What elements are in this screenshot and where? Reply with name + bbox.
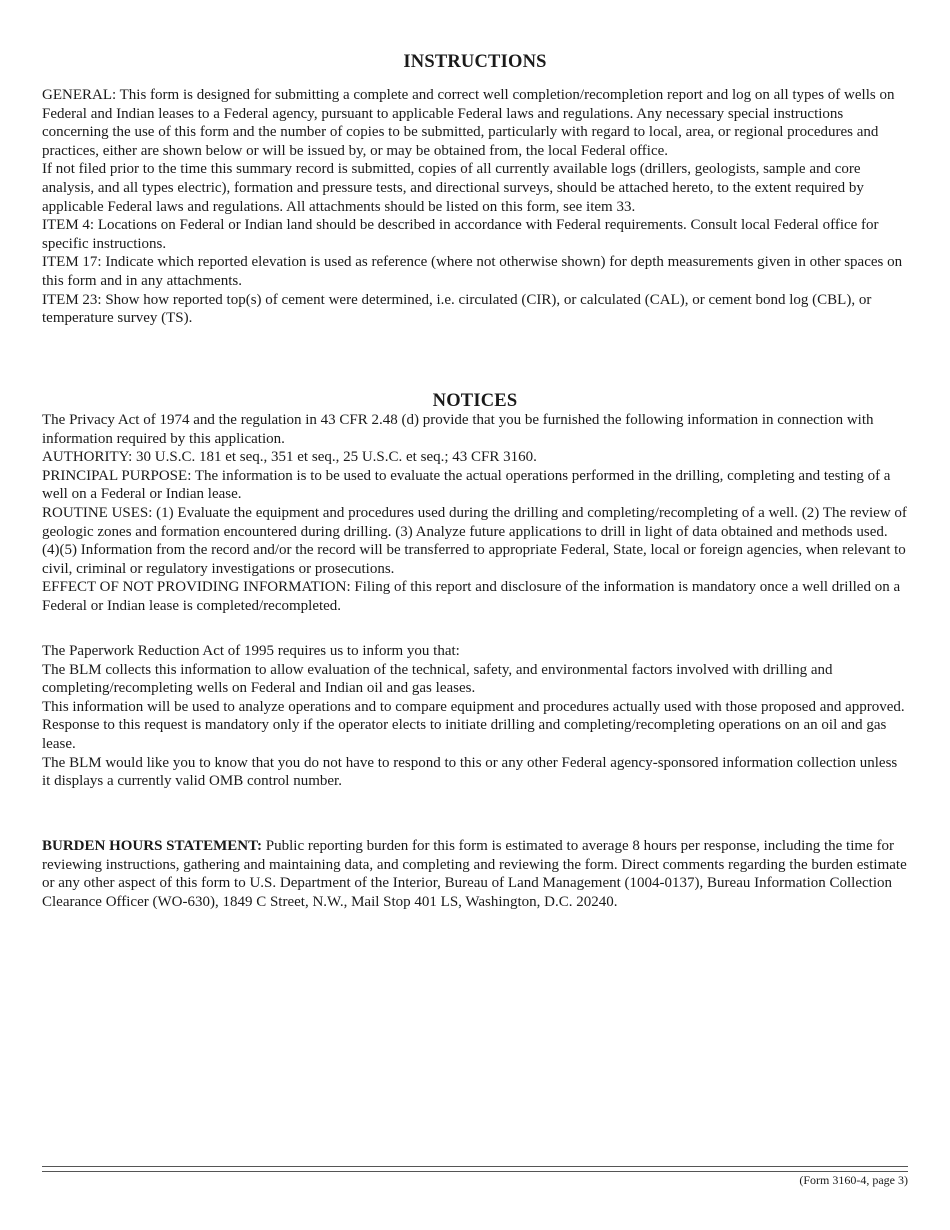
notice-routine-uses: ROUTINE USES: (1) Evaluate the equipment and procedures used during the drilling and completing/recompleting of a well. (2) The review of geologic zones and formation encountered during drilling. (3) Analyze future applications to drill in light of data obtained and methods used. (4)(5) Information from the record and/or the record will be transferred to appropriate Federal, State, local or foreign agencies, when relevant to civil, criminal or regulatory investigations or prosecutions. (42, 504, 907, 577)
instructions-item-4: ITEM 4: Locations on Federal or Indian land should be described in accordance with Federal requirements. Consult local Federal office for specific instructions. (42, 217, 879, 252)
paperwork-mandatory: Response to this request is mandatory only if the operator elects to initiate drilling and completing/recompleting operations on an oil and gas lease. (42, 717, 887, 752)
burden-lead: BURDEN HOURS STATEMENT: (42, 838, 263, 854)
paperwork-omb: The BLM would like you to know that you do not have to respond to this or any other Federal agency-sponsored information collection unless it displays a currently valid OMB control number. (42, 754, 898, 790)
notices-heading: NOTICES (432, 391, 518, 411)
notice-authority: AUTHORITY: 30 U.S.C. 181 et seq., 351 et seq., 25 U.S.C. et seq.; 43 CFR 3160. (42, 449, 537, 466)
instructions-item-17: ITEM 17: Indicate which reported elevation is used as reference (where not otherwise shown) for depth measurements given in other spaces on this form and in any attachments. (42, 254, 903, 289)
burden-section (42, 837, 908, 911)
instructions-heading: INSTRUCTIONS (403, 52, 547, 72)
burden-statement (42, 837, 908, 911)
instructions-item-23: ITEM 23: Show how reported top(s) of cement were determined, i.e. circulated (CIR), or calculated (CAL), or cement bond log (CBL), or temperature survey (TS). (42, 291, 872, 327)
paperwork-section (42, 642, 908, 791)
notice-principal-purpose: PRINCIPAL PURPOSE: The information is to be used to evaluate the actual operations performed in the drilling, completing and testing of a well on a Federal or Indian lease. (42, 467, 891, 503)
instructions-general: GENERAL: This form is designed for submitting a complete and correct well completion/recompletion report and log on all types of wells on Federal and Indian leases to a Federal agency, pursuant to applicable Federal laws and regulations. Any necessary special instructions concerning the use of this form and the number of copies to be submitted, particularly with regard to local, area, or regional procedures and practices, either are shown below or will be issued by, or may be obtained from, the local Federal office. (42, 87, 895, 159)
footer-divider-bottom (42, 1171, 908, 1172)
form-page-label: (Form 3160-4, page 3) (799, 1173, 908, 1187)
notices-section (42, 411, 908, 616)
paperwork-collection: The BLM collects this information to allow evaluation of the technical, safety, and environmental factors involved with drilling and completing/recompleting wells on Federal and Indian oil and gas leases. (42, 661, 833, 697)
burden-text: Public reporting burden for this form is estimated to average 8 hours per response, including the time for reviewing instructions, gathering and maintaining data, and completing and reviewing the form. Direct comments regarding the burden estimate or any other aspect of this form to U.S. Department of the Interior, Bureau of Land Management (1004-0137), Bureau Information Collection Clearance Officer (WO-630), 1849 C Street, N.W., Mail Stop 401 LS, Washington, D.C. 20240. (42, 838, 907, 910)
instructions-logs: If not filed prior to the time this summary record is submitted, copies of all currently available logs (drillers, geologists, sample and core analysis, and all types electric), formation and pressure tests, and directional surveys, should be attached hereto, to the extent required by applicable Federal laws and regulations. All attachments should be listed on this form, see item 33. (42, 161, 864, 215)
footer-divider-top (42, 1166, 908, 1167)
paperwork-intro: The Paperwork Reduction Act of 1995 requires us to inform you that: (42, 643, 460, 659)
notice-effect: EFFECT OF NOT PROVIDING INFORMATION: Filing of this report and disclosure of the information is mandatory once a well drilled on a Federal or Indian lease is completed/recompleted. (42, 579, 901, 614)
notice-privacy-act: The Privacy Act of 1974 and the regulation in 43 CFR 2.48 (d) provide that you be furnished the following information in connection with information required by this application. (42, 412, 874, 447)
paperwork-usage: This information will be used to analyze operations and to compare equipment and procedures actually used with those proposed and approved. (42, 698, 905, 715)
instructions-section (42, 86, 908, 328)
